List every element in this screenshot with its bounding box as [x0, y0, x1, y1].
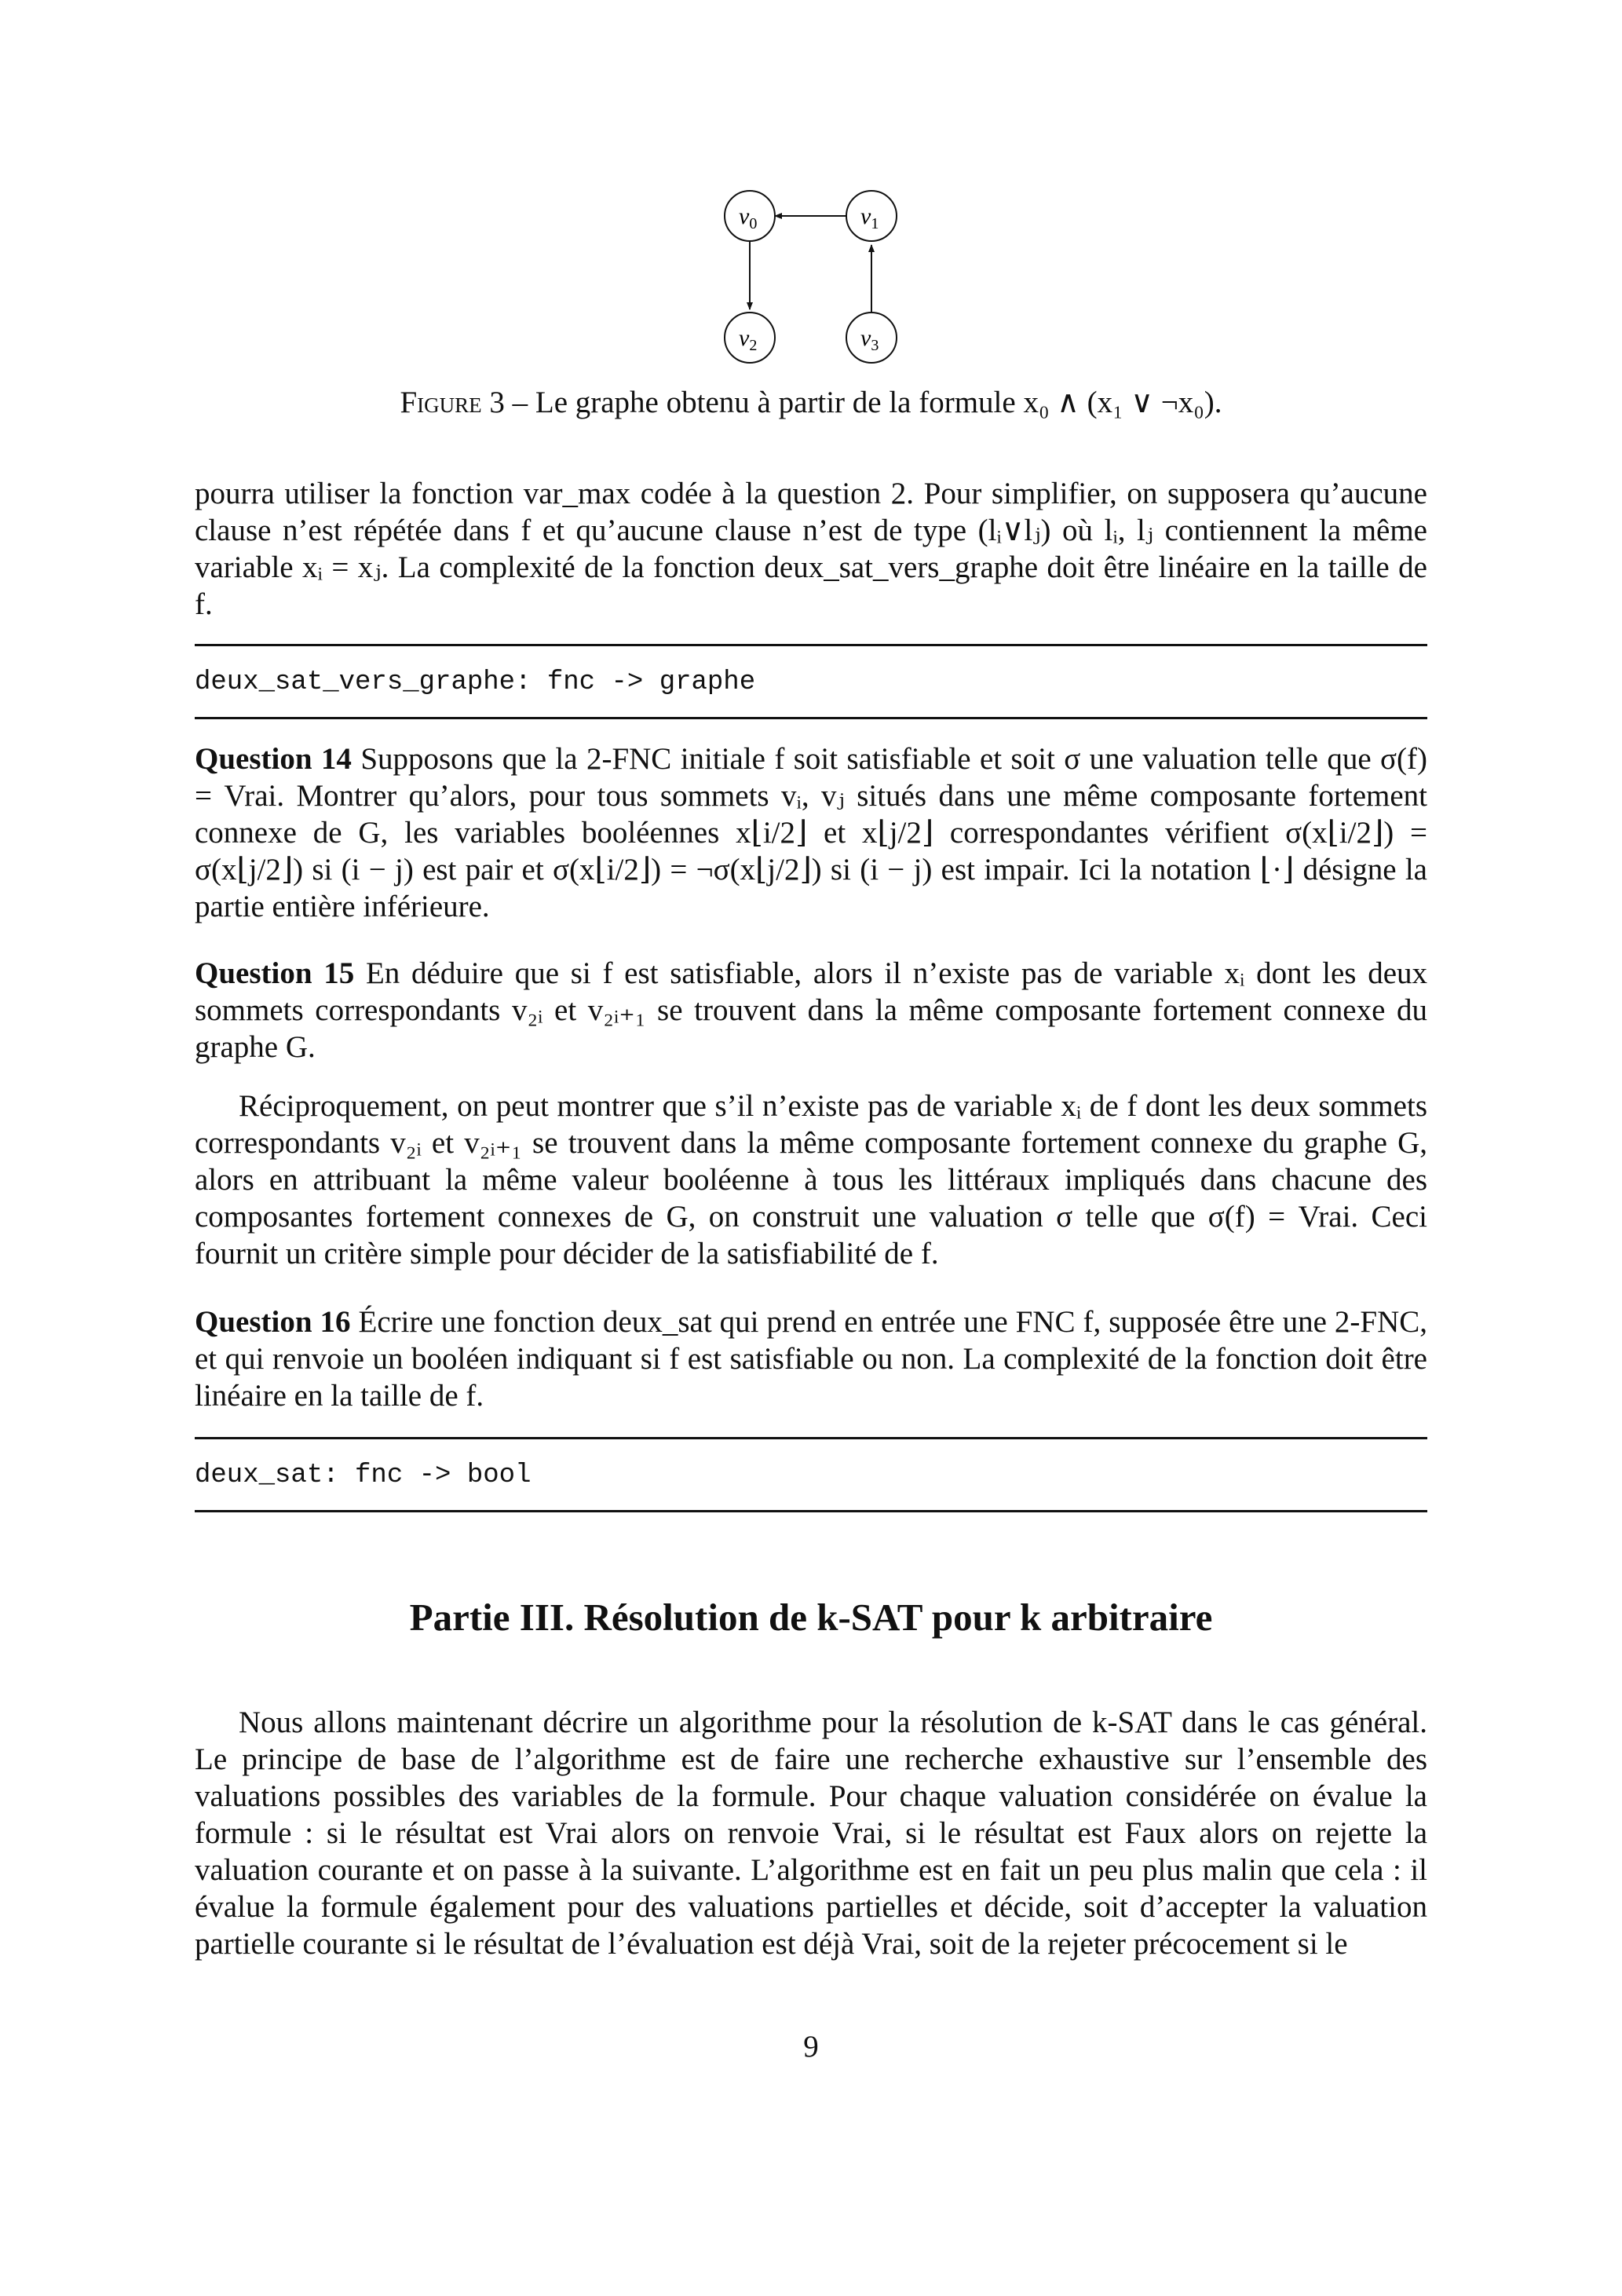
figure-caption	[195, 382, 1427, 423]
question-text: En déduire que si f est satisfiable, alors il n’existe pas de variable xᵢ dont les deux sommets correspondants v₂ᵢ et v₂ᵢ₊₁ se trouvent dans la même composante fortement connexe du graphe G.	[195, 956, 1427, 1064]
figure-caption-dash: –	[504, 386, 535, 419]
graph-figure	[707, 185, 911, 373]
signature-box-2	[195, 1437, 1427, 1512]
question-15	[195, 955, 1427, 1066]
question-label: Question 16	[195, 1305, 351, 1339]
question-label: Question 14	[195, 742, 352, 776]
paragraph-text: Réciproquement, on peut montrer que s’il n’existe pas de variable xᵢ de f dont les deux sommets correspondants v₂ᵢ et v₂ᵢ₊₁ se trouvent dans la même composante fortement connexe du graphe G, alors en attribuant la même valeur booléenne à tous les littéraux impliqués dans chacune des composantes fortement connexes de G, on construit une valuation σ telle que σ(f) = Vrai. Ceci fournit un critère simple pour décider de la satisfiabilité de f.	[195, 1089, 1427, 1270]
section-paragraph	[195, 1704, 1427, 1962]
signature-box-1	[195, 644, 1427, 719]
question-text: Écrire une fonction deux_sat qui prend en entrée une FNC f, supposée être une 2-FNC, et qui renvoie un booléen indiquant si f est satisfiable ou non. La complexité de la fonction doit être linéaire en la taille de f.	[195, 1305, 1428, 1413]
graph-diagram	[707, 185, 911, 373]
paragraph-intro	[195, 475, 1427, 623]
figure-caption-text: Le graphe obtenu à partir de la formule x₀ ∧ (x₁ ∨ ¬x₀).	[535, 386, 1222, 419]
node-v1-label: $v_1$	[860, 203, 879, 232]
paragraph-reciprocal	[195, 1088, 1427, 1272]
page-number: 9	[803, 2030, 819, 2064]
section-title: Partie III. Résolution de k-SAT pour k arbitraire	[409, 1596, 1213, 1639]
paragraph-text: pourra utiliser la fonction var_max codée à la question 2. Pour simplifier, on supposera qu’aucune clause n’est répétée dans f et qu’aucune clause n’est de type (lᵢ∨lⱼ) où lᵢ, lⱼ contiennent la même variable xᵢ = xⱼ. La complexité de la fonction deux_sat_vers_graphe doit être linéaire en la taille de f.	[195, 477, 1427, 621]
signature-text: deux_sat_vers_graphe: fnc -> graphe	[195, 667, 756, 697]
figure-caption-label: Figure 3	[400, 386, 505, 419]
node-v0-label: $v_0$	[739, 203, 758, 232]
question-text: Supposons que la 2-FNC initiale f soit satisfiable et soit σ une valuation telle que σ(f) = Vrai. Montrer qu’alors, pour tous sommets vᵢ, vⱼ situés dans une même composante fortement connexe de G, les variables booléennes x⌊i/2⌋ et x⌊j/2⌋ correspondantes vérifient σ(x⌊i/2⌋) = σ(x⌊j/2⌋) si (i − j) est pair et σ(x⌊i/2⌋) = ¬σ(x⌊j/2⌋) si (i − j) est impair. Ici la notation ⌊·⌋ désigne la partie entière inférieure.	[195, 742, 1428, 923]
question-16	[195, 1303, 1427, 1414]
node-v2-label: $v_2$	[739, 325, 758, 354]
question-label: Question 15	[195, 956, 355, 990]
signature-text: deux_sat: fnc -> bool	[195, 1461, 532, 1490]
paragraph-text: Nous allons maintenant décrire un algorithme pour la résolution de k-SAT dans le cas général. Le principe de base de l’algorithme est de faire une recherche exhaustive sur l’ensemble des valuations possibles des variables de la formule. Pour chaque valuation considérée on évalue la formule : si le résultat est Vrai alors on renvoie Vrai, si le résultat est Faux alors on rejette la valuation courante et on passe à la suivante. L’algorithme est en fait un peu plus malin que cela : il évalue la formule également pour des valuations partielles et décide, soit d’accepter la valuation partielle courante si le résultat de l’évaluation est déjà Vrai, soit de la rejeter précocement si le	[195, 1706, 1427, 1961]
node-v3-label: $v_3$	[860, 325, 879, 354]
question-14	[195, 740, 1427, 925]
